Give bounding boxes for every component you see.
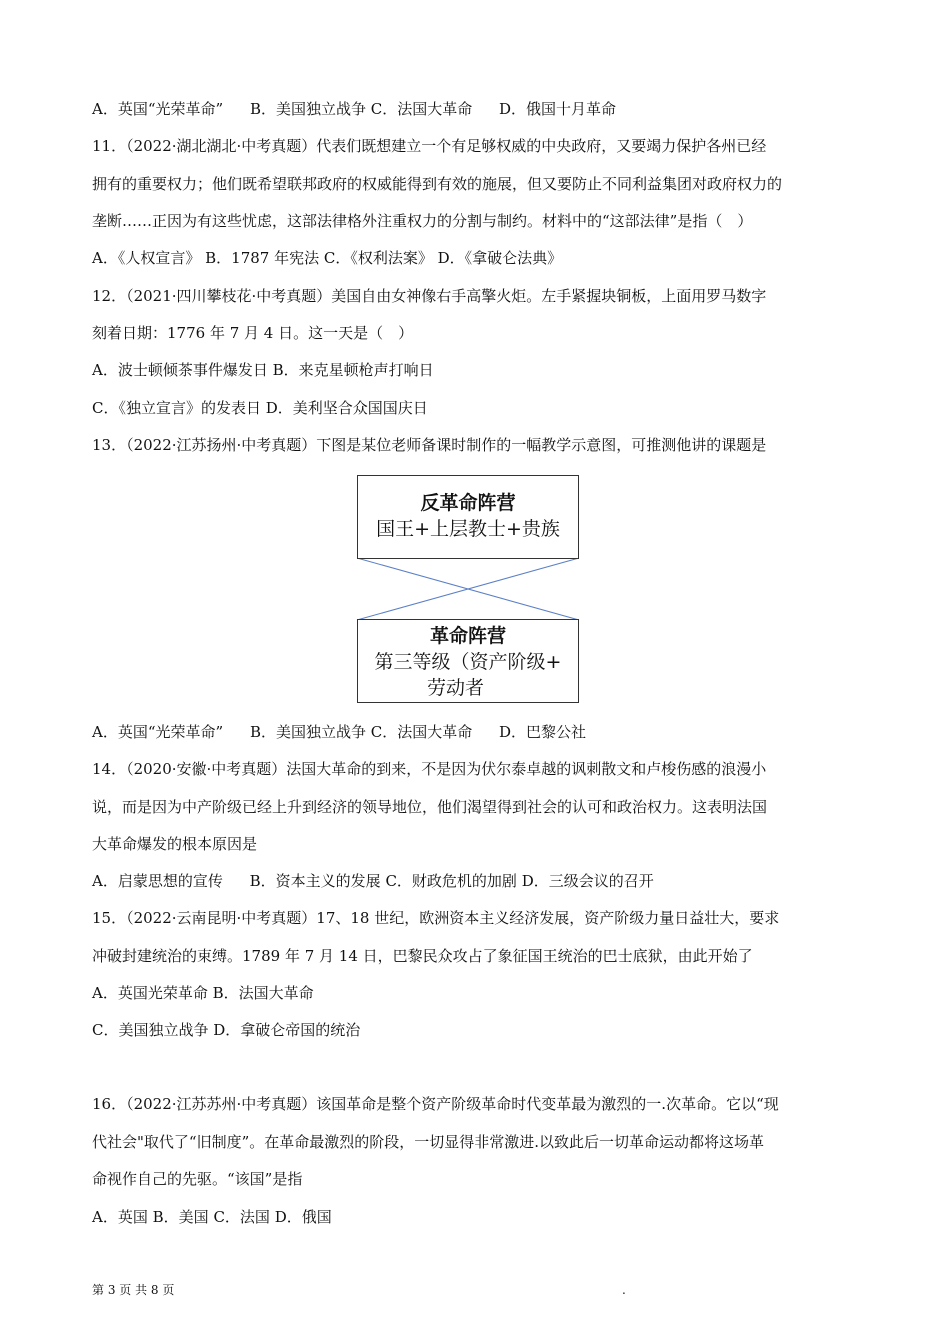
option: B．1787 年宪法 [205,249,320,267]
box-subtitle: 国王+上层教士+贵族 [376,518,560,540]
q16-text-line: 代社会"取代了“旧制度”。在革命最激烈的阶段，一切显得非常激进.以致此后一切革命运动都将这场革 [92,1133,765,1151]
q11-text-line: 垄断……正因为有这些忧虑，这部法律格外注重权力的分割与制约。材料中的“这部法律”是指（ ） [92,212,753,230]
revolution-box [357,619,579,703]
option: A．英国 [92,1208,148,1226]
option: B．资本主义的发展 [249,872,381,890]
option: C．财政危机的加剧 [385,872,517,890]
option: B．法国大革命 [212,984,314,1002]
option: C．法国大革命 [370,100,473,118]
q11-text-line: 拥有的重要权力；他们既希望联邦政府的权威能得到有效的施展，但又要防止不同利益集团对政府权力的 [92,175,783,193]
option: A．英国光荣革命 [92,984,208,1002]
q14-text-line: 14．（2020·安徽·中考真题）法国大革命的到来，不是因为伏尔泰卓越的讽刺散文和卢梭伤感的浪漫小 [92,760,767,778]
q13-text-line: 13．（2022·江苏扬州·中考真题）下图是某位老师备课时制作的一幅教学示意图，可推测他讲的课题是 [92,436,767,454]
option: A．《人权宣言》 [92,249,201,267]
box-subtitle-line1: 第三等级（资产阶级+ [374,651,562,673]
q15-text-line: 冲破封建统治的束缚。1789 年 7 月 14 日，巴黎民众攻占了象征国王统治的巴士底狱，由此开始了 [92,947,753,965]
option: D．巴黎公社 [499,723,587,741]
q12-text-line: 刻着日期：1776 年 7 月 4 日。这一天是（ ） [92,324,414,342]
option: D．俄国十月革命 [499,100,617,118]
option: A．波士顿倾茶事件爆发日 [92,361,268,379]
option: D．拿破仑帝国的统治 [213,1021,361,1039]
q15-text-line: 15．（2022·云南昆明·中考真题）17、18 世纪，欧洲资本主义经济发展，资产阶级力量日益壮大，要求 [92,909,780,927]
option: B．美国 [152,1208,209,1226]
q11-text-line: 11．（2022·湖北湖北·中考真题）代表们既想建立一个有足够权威的中央政府，又要竭力保护各州已经 [92,137,767,155]
option: A．启蒙思想的宣传 [92,872,223,890]
q16-options [92,1207,332,1227]
option: C．《权利法案》 [323,249,433,267]
option: D．俄国 [274,1208,332,1226]
q14-text-line: 大革命爆发的根本原因是 [92,835,258,853]
option: A．英国“光荣革命” [92,723,224,741]
box-title: 反革命阵营 [420,492,516,514]
option: B．来克星顿枪声打响日 [272,361,434,379]
q16-text-line: 命视作自己的先驱。“该国”是指 [92,1170,303,1188]
option: C．《独立宣言》的发表日 [92,399,261,417]
q14-options [92,871,654,891]
option: B．美国独立战争 [249,100,366,118]
q14-text-line: 说，而是因为中产阶级已经上升到经济的领导地位，他们渴望得到社会的认可和政治权力。这表明法国 [92,798,768,816]
q15-options-row [92,1020,360,1040]
option: B．美国独立战争 [249,723,366,741]
q13-options [92,722,586,742]
q12-text-line: 12．（2021·四川攀枝花·中考真题）美国自由女神像右手高擎火炬。左手紧握块铜板，上面用罗马数字 [92,287,767,305]
option: C．法国大革命 [370,723,473,741]
option: C．美国独立战争 [92,1021,209,1039]
q15-options-row [92,983,314,1003]
counter-revolution-box [357,475,579,559]
option: D．美利坚合众国国庆日 [265,399,428,417]
box-title: 革命阵营 [429,625,506,647]
box-subtitle-line2: 劳动者 [427,677,485,699]
option: C．法国 [213,1208,270,1226]
option: D．三级会议的召开 [521,872,654,890]
page-number: 第 3 页 共 8 页 [92,1283,175,1297]
option: D．《拿破仑法典》 [437,249,563,267]
footer-dot: . [622,1283,626,1297]
option: A．英国“光荣革命” [92,100,224,118]
q16-text-line: 16．（2022·江苏苏州·中考真题）该国革命是整个资产阶级革命时代变革最为激烈的一.次革命。它以“现 [92,1095,779,1113]
